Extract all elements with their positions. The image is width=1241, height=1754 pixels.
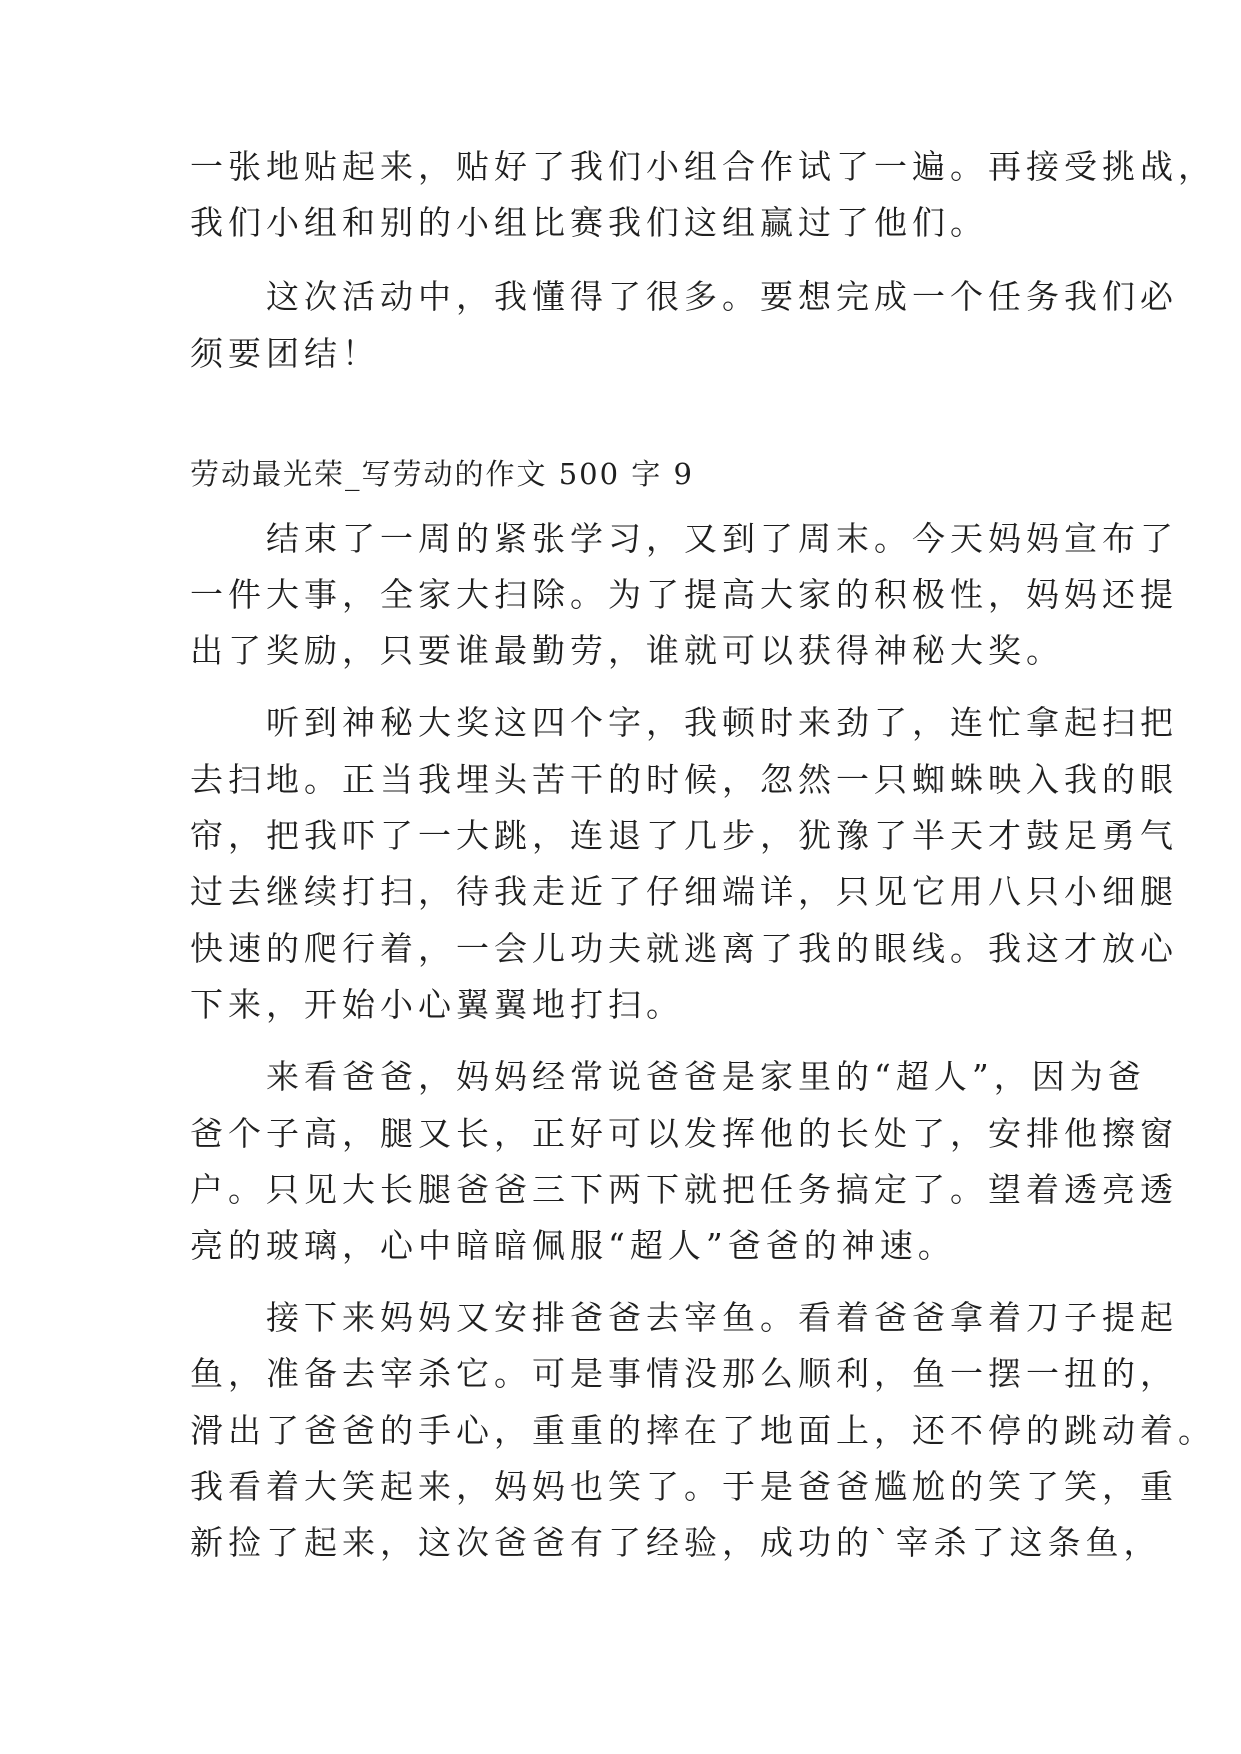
paragraph-line: 亮的玻璃，心中暗暗佩服“超人”爸爸的神速。 bbox=[190, 1226, 956, 1265]
paragraph-line: 我看着大笑起来，妈妈也笑了。于是爸爸尴尬的笑了笑，重 bbox=[190, 1467, 1178, 1506]
paragraph-line: 来看爸爸，妈妈经常说爸爸是家里的“超人”，因为爸 bbox=[190, 1057, 1146, 1096]
paragraph-line: 新捡了起来，这次爸爸有了经验，成功的`宰杀了这条鱼， bbox=[190, 1523, 1162, 1562]
paragraph-line: 接下来妈妈又安排爸爸去宰鱼。看着爸爸拿着刀子提起 bbox=[190, 1298, 1178, 1337]
paragraph-line: 户。只见大长腿爸爸三下两下就把任务搞定了。望着透亮透 bbox=[190, 1170, 1178, 1209]
paragraph-line: 一件大事，全家大扫除。为了提高大家的积极性，妈妈还提 bbox=[190, 575, 1178, 614]
paragraph-line: 下来，开始小心翼翼地打扫。 bbox=[190, 985, 684, 1024]
paragraph-line: 我们小组和别的小组比赛我们这组赢过了他们。 bbox=[190, 203, 988, 242]
paragraph-line: 鱼，准备去宰杀它。可是事情没那么顺利，鱼一摆一扭的， bbox=[190, 1354, 1178, 1393]
paragraph-line: 听到神秘大奖这四个字，我顿时来劲了，连忙拿起扫把 bbox=[190, 703, 1178, 742]
paragraph-line: 快速的爬行着，一会儿功夫就逃离了我的眼线。我这才放心 bbox=[190, 929, 1178, 968]
paragraph-line: 这次活动中，我懂得了很多。要想完成一个任务我们必 bbox=[190, 277, 1178, 316]
paragraph-line: 滑出了爸爸的手心，重重的摔在了地面上，还不停的跳动着。 bbox=[190, 1411, 1216, 1450]
paragraph-line: 须要团结！ bbox=[190, 334, 380, 373]
paragraph-line: 去扫地。正当我埋头苦干的时候，忽然一只蜘蛛映入我的眼 bbox=[190, 760, 1178, 799]
paragraph-line: 爸个子高，腿又长，正好可以发挥他的长处了，安排他擦窗 bbox=[190, 1114, 1178, 1153]
paragraph-line: 一张地贴起来，贴好了我们小组合作试了一遍。再接受挑战， bbox=[190, 147, 1216, 186]
paragraph-line: 结束了一周的紧张学习，又到了周末。今天妈妈宣布了 bbox=[190, 519, 1178, 558]
paragraph-line: 出了奖励，只要谁最勤劳，谁就可以获得神秘大奖。 bbox=[190, 631, 1064, 670]
paragraph-line: 帘，把我吓了一大跳，连退了几步，犹豫了半天才鼓足勇气 bbox=[190, 816, 1178, 855]
paragraph-line: 过去继续打扫，待我走近了仔细端详，只见它用八只小细腿 bbox=[190, 872, 1178, 911]
section-heading: 劳动最光荣_写劳动的作文 500 字 9 bbox=[190, 457, 694, 491]
